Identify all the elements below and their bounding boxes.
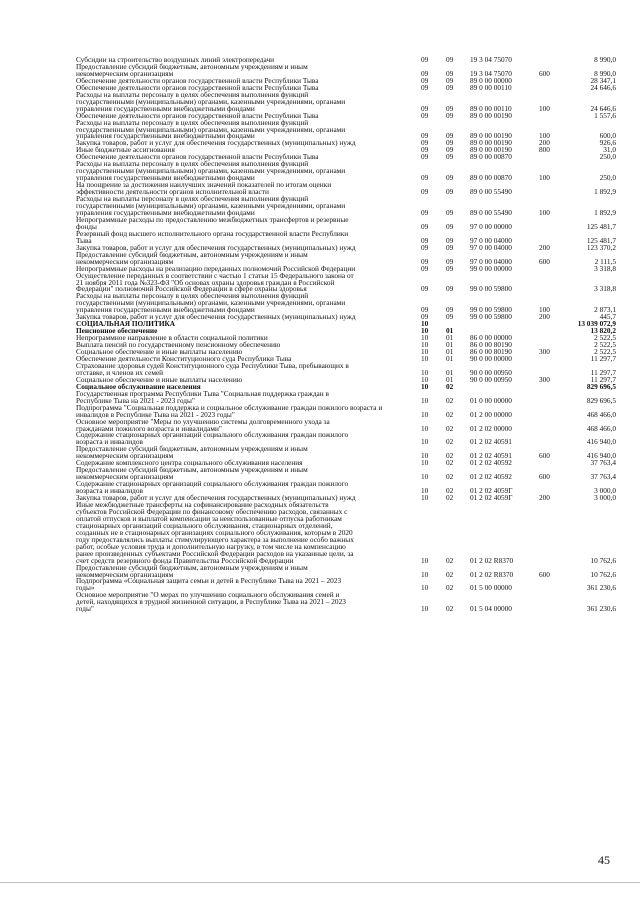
amount: 37 763,4 [590, 472, 616, 482]
amount: 125 481,7 [586, 235, 616, 245]
amount: 10 762,6 [590, 569, 616, 579]
section-code: 10 [421, 409, 429, 419]
section-code: 10 [421, 395, 429, 405]
target-article-code: 89 0 00 00870 [470, 152, 512, 162]
section-code: 10 [421, 472, 429, 482]
subsection-code: 09 [446, 138, 454, 148]
expense-type-code: 100 [539, 131, 550, 141]
row-description: Пенсионное обеспечение [76, 326, 158, 336]
target-article-code: 89 0 00 55490 [470, 207, 512, 217]
expense-type-code: 100 [539, 207, 550, 217]
section-code: 09 [421, 284, 429, 294]
expense-type-code: 600 [539, 569, 550, 579]
amount: 1 557,6 [594, 110, 616, 120]
row-description: Закупка товаров, работ и услуг для обеспечения государственных (муниципальных) нужд [76, 242, 356, 252]
target-article-code: 89 0 00 00110 [470, 103, 512, 113]
target-article-code: 01 5 00 00000 [470, 583, 512, 593]
amount: 3 318,8 [594, 284, 616, 294]
target-article-code: 90 0 00 00950 [470, 374, 512, 384]
row-description: Закупка товаров, работ и услуг для обеспечения государственных (муниципальных) нужд [76, 312, 356, 322]
row-description: Содержание стационарных организаций социального обслуживания граждан пожилого возраста и инвалидов [76, 430, 349, 447]
section-code: 09 [421, 138, 429, 148]
target-article-code: 89 0 00 00190 [470, 138, 512, 148]
subsection-code: 01 [446, 340, 454, 350]
target-article-code: 89 0 00 00870 [470, 173, 512, 183]
subsection-code: 02 [446, 409, 454, 419]
section-code: 10 [421, 381, 429, 391]
target-article-code: 90 0 00 00000 [470, 353, 512, 363]
amount: 829 696,5 [586, 395, 616, 405]
budget-table [76, 57, 616, 613]
subsection-code: 09 [446, 305, 454, 315]
subsection-code: 09 [446, 110, 454, 120]
amount: 3 000,0 [594, 486, 616, 496]
target-article-code: 19 3 04 75070 [470, 55, 512, 64]
expense-type-code: 100 [539, 305, 550, 315]
section-code: 10 [421, 604, 429, 614]
row-description: Предоставление субсидий бюджетным, автономным учреждениям и иным некоммерческим организациям [76, 444, 308, 461]
subsection-code: 09 [446, 145, 454, 155]
section-code: 09 [421, 312, 429, 322]
section-code: 09 [421, 55, 429, 64]
expense-type-code: 200 [539, 242, 550, 252]
section-code: 09 [421, 82, 429, 92]
subsection-code: 09 [446, 68, 454, 78]
amount: 13 820,2 [590, 326, 616, 336]
expense-type-code: 600 [539, 68, 550, 78]
section-code: 10 [421, 437, 429, 447]
amount: 445,7 [599, 312, 616, 322]
row-description: Закупка товаров, работ и услуг для обеспечения государственных (муниципальных) нужд [76, 493, 356, 503]
subsection-code: 02 [446, 555, 454, 565]
target-article-code: 99 0 00 59800 [470, 284, 512, 294]
table-row [76, 270, 616, 294]
expense-type-code: 100 [539, 103, 550, 113]
section-code: 09 [421, 305, 429, 315]
row-description: Резервный фонд высшего исполнительного органа государственной власти Республики Тыва [76, 228, 349, 245]
row-description: Выплата пенсий по государственному пенсионному обеспечению [76, 340, 281, 350]
section-code: 09 [421, 187, 429, 197]
subsection-code: 01 [446, 353, 454, 363]
section-code: 10 [421, 555, 429, 565]
section-code: 09 [421, 145, 429, 155]
table-row [76, 117, 616, 141]
section-code: 10 [421, 319, 429, 329]
subsection-code: 09 [446, 75, 454, 85]
subsection-code: 09 [446, 284, 454, 294]
subsection-code: 09 [446, 263, 454, 273]
subsection-code: 02 [446, 493, 454, 503]
row-description: Непрограммные расходы по предоставлению межбюджетных трансфертов и резервные фонды [76, 214, 349, 231]
amount: 926,6 [599, 138, 616, 148]
row-description: Социальное обеспечение и иные выплаты населению [76, 374, 243, 384]
target-article-code: 97 0 00 04000 [470, 235, 512, 245]
target-article-code: 01 2 02 4059Г [470, 493, 513, 503]
subsection-code: 02 [446, 458, 454, 468]
row-description: Подпрограмма «Социальная защита семьи и детей в Республике Тыва на 2021 – 2023 годы» [76, 576, 342, 593]
row-description: Непрограммное направление в области социальной политики [76, 333, 268, 343]
section-code: 10 [421, 569, 429, 579]
amount: 361 230,6 [586, 583, 616, 593]
section-code: 10 [421, 423, 429, 433]
target-article-code: 89 0 00 00190 [470, 131, 512, 141]
section-code: 09 [421, 152, 429, 162]
subsection-code: 01 [446, 367, 454, 377]
subsection-code: 09 [446, 173, 454, 183]
amount: 3 000,0 [594, 493, 616, 503]
expense-type-code: 600 [539, 472, 550, 482]
target-article-code: 01 2 02 00000 [470, 423, 512, 433]
expense-type-code: 800 [539, 145, 550, 155]
row-description: Расходы на выплаты персоналу в целях обеспечения выполнения функций государственными (муниципальными) органами, казенными учреждениями, органами управления государственными внебюджетными фондами [76, 159, 346, 183]
target-article-code: 99 0 00 59800 [470, 312, 512, 322]
section-code: 09 [421, 242, 429, 252]
row-description: Предоставление субсидий бюджетным, автономным учреждениям и иным некоммерческим организациям [76, 249, 308, 266]
amount: 250,0 [599, 152, 616, 162]
row-description: Основное мероприятие "Меры по улучшению системы долговременного ухода за гражданами пожилого возраста и инвалидами" [76, 416, 330, 433]
row-description: Предоставление субсидий бюджетным, автономным учреждениям и иным некоммерческим организациям [76, 61, 308, 78]
row-description: Обеспечение деятельности органов государственной власти Республики Тыва [76, 110, 319, 120]
target-article-code: 01 2 02 R8370 [470, 555, 514, 565]
target-article-code: 89 0 00 55490 [470, 187, 512, 197]
section-code: 10 [421, 583, 429, 593]
subsection-code: 01 [446, 374, 454, 384]
subsection-code: 02 [446, 604, 454, 614]
row-description: Предоставление субсидий бюджетным, автономным учреждениям и иным некоммерческим организациям [76, 562, 308, 579]
amount: 11 297,7 [590, 374, 616, 384]
expense-type-code: 300 [539, 347, 550, 357]
subsection-code: 02 [446, 423, 454, 433]
amount: 8 990,0 [594, 55, 616, 64]
amount: 1 892,9 [594, 187, 616, 197]
section-code: 09 [421, 75, 429, 85]
subsection-code: 09 [446, 242, 454, 252]
target-article-code: 01 2 02 40592 [470, 458, 512, 468]
row-description: Закупка товаров, работ и услуг для обеспечения государственных (муниципальных) нужд [76, 138, 356, 148]
target-article-code: 86 0 00 00000 [470, 333, 512, 343]
amount: 416 940,0 [586, 437, 616, 447]
table-row [76, 89, 616, 113]
table-row [76, 196, 616, 217]
amount: 468 466,0 [586, 409, 616, 419]
amount: 250,0 [599, 173, 616, 183]
row-description: Государственная программа Республики Тыва "Социальная поддержка граждан в Республике Тыва на 2021 - 2023 годы" [76, 388, 329, 405]
section-code: 10 [421, 347, 429, 357]
amount: 2 522,5 [594, 340, 616, 350]
amount: 2 111,5 [594, 256, 616, 266]
subsection-code: 09 [446, 131, 454, 141]
row-description: Субсидии на строительство воздушных линий электропередачи [76, 55, 275, 64]
section-code: 09 [421, 110, 429, 120]
section-code: 10 [421, 486, 429, 496]
amount: 28 347,1 [590, 75, 616, 85]
subsection-code: 09 [446, 152, 454, 162]
row-description: Подпрограмма "Социальная поддержка и социальное обслуживание граждан пожилого возраста и инвалидов в Республике Тыва на 2021 - 2023 годы" [76, 402, 383, 419]
section-code: 09 [421, 207, 429, 217]
page-edge-rule [0, 882, 640, 883]
expense-type-code: 300 [539, 374, 550, 384]
row-description: На поощрение за достижения наилучших значений показателей по итогам оценки эффективности деятельности органов исполнительной власти [76, 180, 332, 197]
section-code: 09 [421, 103, 429, 113]
target-article-code: 99 0 00 59800 [470, 305, 512, 315]
subsection-code: 02 [446, 569, 454, 579]
subsection-code: 09 [446, 103, 454, 113]
amount: 416 940,0 [586, 451, 616, 461]
subsection-code: 02 [446, 472, 454, 482]
amount: 24 646,6 [590, 82, 616, 92]
subsection-code: 01 [446, 333, 454, 343]
section-code: 10 [421, 458, 429, 468]
section-code: 10 [421, 451, 429, 461]
amount: 8 990,0 [594, 68, 616, 78]
row-description: Иные межбюджетные трансферты на софинансирование расходных обязательств субъектов Российской Федерации по финансовому обеспечению расходов, связанных с оплатой отпусков и выплатой компенсации за неиспользованные отпуска работникам стационарных организаций социального обслуживания, стационарных отделений, созданных не в стационарных организациях социального обслуживания, которым в 2020 году предоставлялись выплаты стимулирующего характера за выполнение особо важных работ, особые условия труда и дополнительную нагрузку, в том числе на компенсацию ранее произведенных субъектами Российской Федерации расходов на указанные цели, за счет средств резервного фонда Правительства Российской Федерации [76, 500, 354, 565]
target-article-code: 01 2 02 4059Г [470, 486, 513, 496]
amount: 1 892,9 [594, 207, 616, 217]
target-article-code: 89 0 00 00110 [470, 82, 512, 92]
amount: 13 039 072,9 [577, 319, 616, 329]
row-description: Расходы на выплаты персоналу в целях обеспечения выполнения функций государственными (муниципальными) органами, казенными учреждениями, органами управления государственными внебюджетными фондами [76, 117, 346, 141]
amount: 468 466,0 [586, 423, 616, 433]
amount: 2 873,1 [594, 305, 616, 315]
expense-type-code: 100 [539, 173, 550, 183]
table-row [76, 293, 616, 314]
subsection-code: 09 [446, 256, 454, 266]
section-code: 09 [421, 68, 429, 78]
target-article-code: 86 0 00 80190 [470, 347, 512, 357]
table-row [76, 161, 616, 182]
target-article-code: 99 0 00 00000 [470, 263, 512, 273]
amount: 600,0 [599, 131, 616, 141]
section-code: 09 [421, 235, 429, 245]
section-code: 10 [421, 326, 429, 336]
target-article-code: 01 0 00 00000 [470, 395, 512, 405]
row-description: Расходы на выплаты персоналу в целях обеспечения выполнения функций государственными (муниципальными) органами, казенными учреждениями, органами управления государственными внебюджетными фондами [76, 291, 346, 315]
row-description: СОЦИАЛЬНАЯ ПОЛИТИКА [76, 319, 176, 329]
subsection-code: 02 [446, 437, 454, 447]
expense-type-code: 200 [539, 138, 550, 148]
subsection-code: 09 [446, 82, 454, 92]
row-description: Основное мероприятие "О мерах по улучшению социального обслуживания семей и детей, находящихся в трудной жизненной ситуации, в Республике Тыва на 2021 – 2023 годы" [76, 590, 346, 614]
subsection-code: 01 [446, 326, 454, 336]
expense-type-code: 200 [539, 493, 550, 503]
amount: 11 297,7 [590, 353, 616, 363]
table-row [76, 592, 616, 613]
target-article-code: 01 2 02 40592 [470, 472, 512, 482]
section-code: 10 [421, 374, 429, 384]
target-article-code: 01 2 02 R8370 [470, 569, 514, 579]
expense-type-code: 600 [539, 451, 550, 461]
amount: 11 297,7 [590, 367, 616, 377]
amount: 2 522,5 [594, 333, 616, 343]
row-description: Обеспечение деятельности органов государственной власти Республики Тыва [76, 75, 319, 85]
subsection-code: 02 [446, 451, 454, 461]
target-article-code: 01 5 04 00000 [470, 604, 512, 614]
subsection-code: 02 [446, 395, 454, 405]
section-code: 09 [421, 131, 429, 141]
amount: 24 646,6 [590, 103, 616, 113]
amount: 3 318,8 [594, 263, 616, 273]
subsection-code: 09 [446, 235, 454, 245]
target-article-code: 89 0 00 00190 [470, 110, 512, 120]
target-article-code: 89 0 00 00000 [470, 75, 512, 85]
subsection-code: 09 [446, 55, 454, 64]
row-description: Непрограммные расходы на реализацию переданных полномочий Российской Федерации [76, 263, 356, 273]
section-code: 09 [421, 256, 429, 266]
row-description: Страхование здоровья судей Конституционного суда Республики Тыва, пребывающих в отставке, и членов их семей [76, 360, 349, 377]
row-description: Обеспечение деятельности органов государственной власти Республики Тыва [76, 152, 319, 162]
row-description: Социальное обслуживание населения [76, 381, 201, 391]
page-number: 45 [598, 853, 610, 867]
amount: 829 696,5 [586, 381, 616, 391]
target-article-code: 97 0 00 04000 [470, 256, 512, 266]
amount: 31,0 [603, 145, 616, 155]
section-code: 10 [421, 340, 429, 350]
target-article-code: 01 2 02 40591 [470, 437, 512, 447]
amount: 10 762,6 [590, 555, 616, 565]
table-row [76, 502, 616, 565]
subsection-code: 02 [446, 583, 454, 593]
subsection-code: 09 [446, 207, 454, 217]
target-article-code: 86 0 00 80190 [470, 340, 512, 350]
section-code: 09 [421, 173, 429, 183]
row-description: Осуществление переданных в соответствии с частью 1 статьи 15 Федерального закона от 21 ноября 2011 года №323-ФЗ "Об основах охраны здоровья граждан в Российской Федерации" полномочий Российской Федерации в сфере охраны здоровья [76, 270, 354, 294]
row-description: Расходы на выплаты персоналу в целях обеспечения выполнения функций государственными (муниципальными) органами, казенными учреждениями, органами управления государственными внебюджетными фондами [76, 194, 346, 217]
subsection-code: 02 [446, 486, 454, 496]
target-article-code: 89 0 00 00190 [470, 145, 512, 155]
target-article-code: 90 0 00 00950 [470, 367, 512, 377]
row-description: Социальное обеспечение и иные выплаты населению [76, 347, 243, 357]
amount: 2 522,5 [594, 347, 616, 357]
section-code: 10 [421, 333, 429, 343]
section-code: 09 [421, 263, 429, 273]
subsection-code: 09 [446, 221, 454, 231]
subsection-code: 01 [446, 347, 454, 357]
section-code: 10 [421, 367, 429, 377]
amount: 361 230,6 [586, 604, 616, 614]
amount: 37 763,4 [590, 458, 616, 468]
target-article-code: 01 2 02 40591 [470, 451, 512, 461]
section-code: 10 [421, 353, 429, 363]
row-description: Иные бюджетные ассигнования [76, 145, 175, 155]
row-description: Обеспечение деятельности органов государственной власти Республики Тыва [76, 82, 319, 92]
row-description: Содержание стационарных организаций социального обслуживания граждан пожилого возраста и инвалидов [76, 479, 349, 496]
row-description: Содержание комплексного центра социального обслуживания населения [76, 458, 303, 468]
expense-type-code: 600 [539, 256, 550, 266]
table-row [76, 321, 616, 328]
section-code: 10 [421, 493, 429, 503]
subsection-code: 09 [446, 187, 454, 197]
expense-type-code: 200 [539, 312, 550, 322]
amount: 123 370,2 [586, 242, 616, 252]
row-description: Предоставление субсидий бюджетным, автономным учреждениям и иным некоммерческим организациям [76, 465, 308, 482]
row-description: Обеспечение деятельности Конституционного суда Республики Тыва [76, 353, 292, 363]
subsection-code: 09 [446, 312, 454, 322]
section-code: 09 [421, 221, 429, 231]
target-article-code: 19 3 04 75070 [470, 68, 512, 78]
target-article-code: 97 0 00 00000 [470, 221, 512, 231]
row-description: Расходы на выплаты персоналу в целях обеспечения выполнения функций государственными (муниципальными) органами, казенными учреждениями, органами управления государственными внебюджетными фондами [76, 89, 346, 113]
target-article-code: 97 0 00 04000 [470, 242, 512, 252]
target-article-code: 01 2 00 00000 [470, 409, 512, 419]
subsection-code: 02 [446, 381, 454, 391]
amount: 125 481,7 [586, 221, 616, 231]
